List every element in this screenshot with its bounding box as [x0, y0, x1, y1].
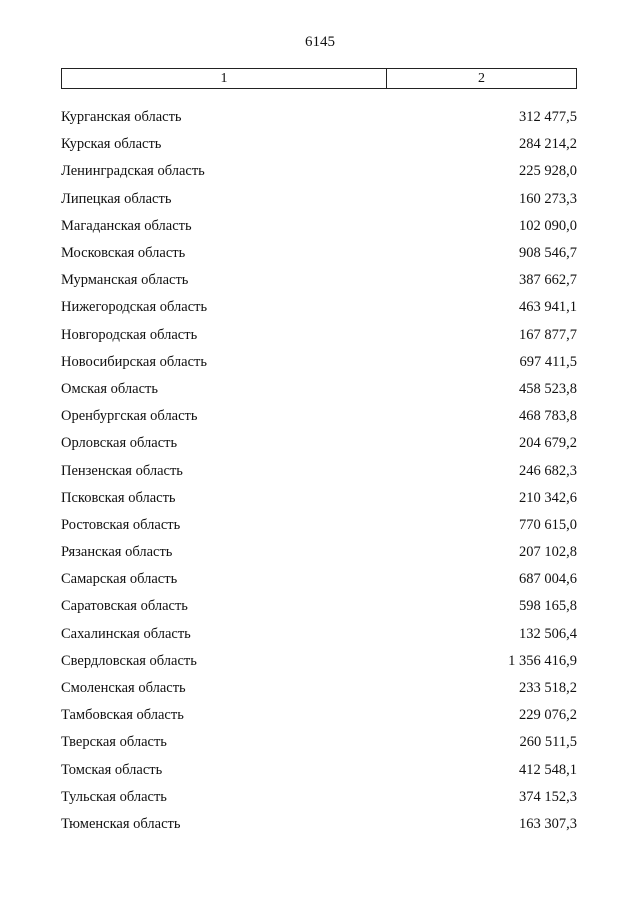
- region-value: 229 076,2: [519, 707, 577, 724]
- region-name: Тульская область: [61, 788, 167, 805]
- region-name: Тюменская область: [61, 815, 181, 832]
- region-name: Сахалинская область: [61, 625, 191, 642]
- table-row: [61, 213, 577, 240]
- region-value: 387 662,7: [519, 272, 577, 289]
- region-value: 102 090,0: [519, 217, 577, 234]
- region-value: 246 682,3: [519, 462, 577, 479]
- region-value: 697 411,5: [519, 353, 577, 370]
- table-row: [61, 485, 577, 512]
- region-value: 225 928,0: [519, 163, 577, 180]
- table-row: [61, 512, 577, 539]
- region-name: Ленинградская область: [61, 163, 205, 180]
- table-row: [61, 593, 577, 620]
- region-name: Свердловская область: [61, 652, 197, 669]
- region-name: Липецкая область: [61, 190, 172, 207]
- region-name: Томская область: [61, 761, 163, 778]
- region-name: Ростовская область: [61, 516, 181, 533]
- table-row: [61, 566, 577, 593]
- table-row: [61, 104, 577, 131]
- region-name: Курская область: [61, 136, 162, 153]
- region-value: 463 941,1: [519, 299, 577, 316]
- table-row: [61, 349, 577, 376]
- table-row: [61, 403, 577, 430]
- region-table-body: [61, 104, 577, 838]
- page-number: 6145: [305, 34, 335, 50]
- column-header-1: 1: [62, 69, 387, 88]
- table-row: [61, 322, 577, 349]
- region-name: Нижегородская область: [61, 299, 208, 316]
- table-row: [61, 131, 577, 158]
- region-name: Рязанская область: [61, 544, 173, 561]
- region-value: 458 523,8: [519, 380, 577, 397]
- region-value: 233 518,2: [519, 680, 577, 697]
- region-value: 312 477,5: [519, 109, 577, 126]
- table-row: [61, 702, 577, 729]
- region-value: 167 877,7: [519, 326, 577, 343]
- table-row: [61, 539, 577, 566]
- column-header-2: 2: [478, 70, 485, 86]
- table-row: [61, 811, 577, 838]
- region-name: Тамбовская область: [61, 707, 184, 724]
- region-name: Новгородская область: [61, 326, 198, 343]
- table-row: [61, 376, 577, 403]
- region-value: 468 783,8: [519, 408, 577, 425]
- region-name: Орловская область: [61, 435, 178, 452]
- table-row: [61, 240, 577, 267]
- table-header: [61, 68, 577, 89]
- region-value: 687 004,6: [519, 571, 577, 588]
- table-row: [61, 784, 577, 811]
- table-row: [61, 267, 577, 294]
- table-row: [61, 294, 577, 321]
- table-row: [61, 648, 577, 675]
- region-value: 770 615,0: [519, 516, 577, 533]
- region-value: 1 356 416,9: [508, 652, 577, 669]
- table-row: [61, 186, 577, 213]
- region-name: Магаданская область: [61, 217, 192, 234]
- table-row: [61, 675, 577, 702]
- table-row: [61, 457, 577, 484]
- region-value: 284 214,2: [519, 136, 577, 153]
- region-name: Псковская область: [61, 489, 176, 506]
- region-name: Самарская область: [61, 571, 178, 588]
- table-row: [61, 757, 577, 784]
- region-value: 163 307,3: [519, 815, 577, 832]
- region-name: Новосибирская область: [61, 353, 207, 370]
- region-value: 132 506,4: [519, 625, 577, 642]
- region-value: 908 546,7: [519, 245, 577, 262]
- region-value: 204 679,2: [519, 435, 577, 452]
- region-name: Смоленская область: [61, 680, 186, 697]
- region-name: Тверская область: [61, 734, 167, 751]
- table-row: [61, 621, 577, 648]
- region-value: 260 511,5: [519, 734, 577, 751]
- region-name: Пензенская область: [61, 462, 183, 479]
- region-name: Курганская область: [61, 109, 182, 126]
- region-value: 598 165,8: [519, 598, 577, 615]
- region-name: Саратовская область: [61, 598, 188, 615]
- table-row: [61, 729, 577, 756]
- region-name: Мурманская область: [61, 272, 189, 289]
- region-value: 374 152,3: [519, 788, 577, 805]
- region-name: Оренбургская область: [61, 408, 198, 425]
- region-value: 160 273,3: [519, 190, 577, 207]
- region-value: 210 342,6: [519, 489, 577, 506]
- region-value: 207 102,8: [519, 544, 577, 561]
- region-name: Омская область: [61, 380, 158, 397]
- table-row: [61, 158, 577, 185]
- region-value: 412 548,1: [519, 761, 577, 778]
- region-name: Московская область: [61, 245, 186, 262]
- table-row: [61, 430, 577, 457]
